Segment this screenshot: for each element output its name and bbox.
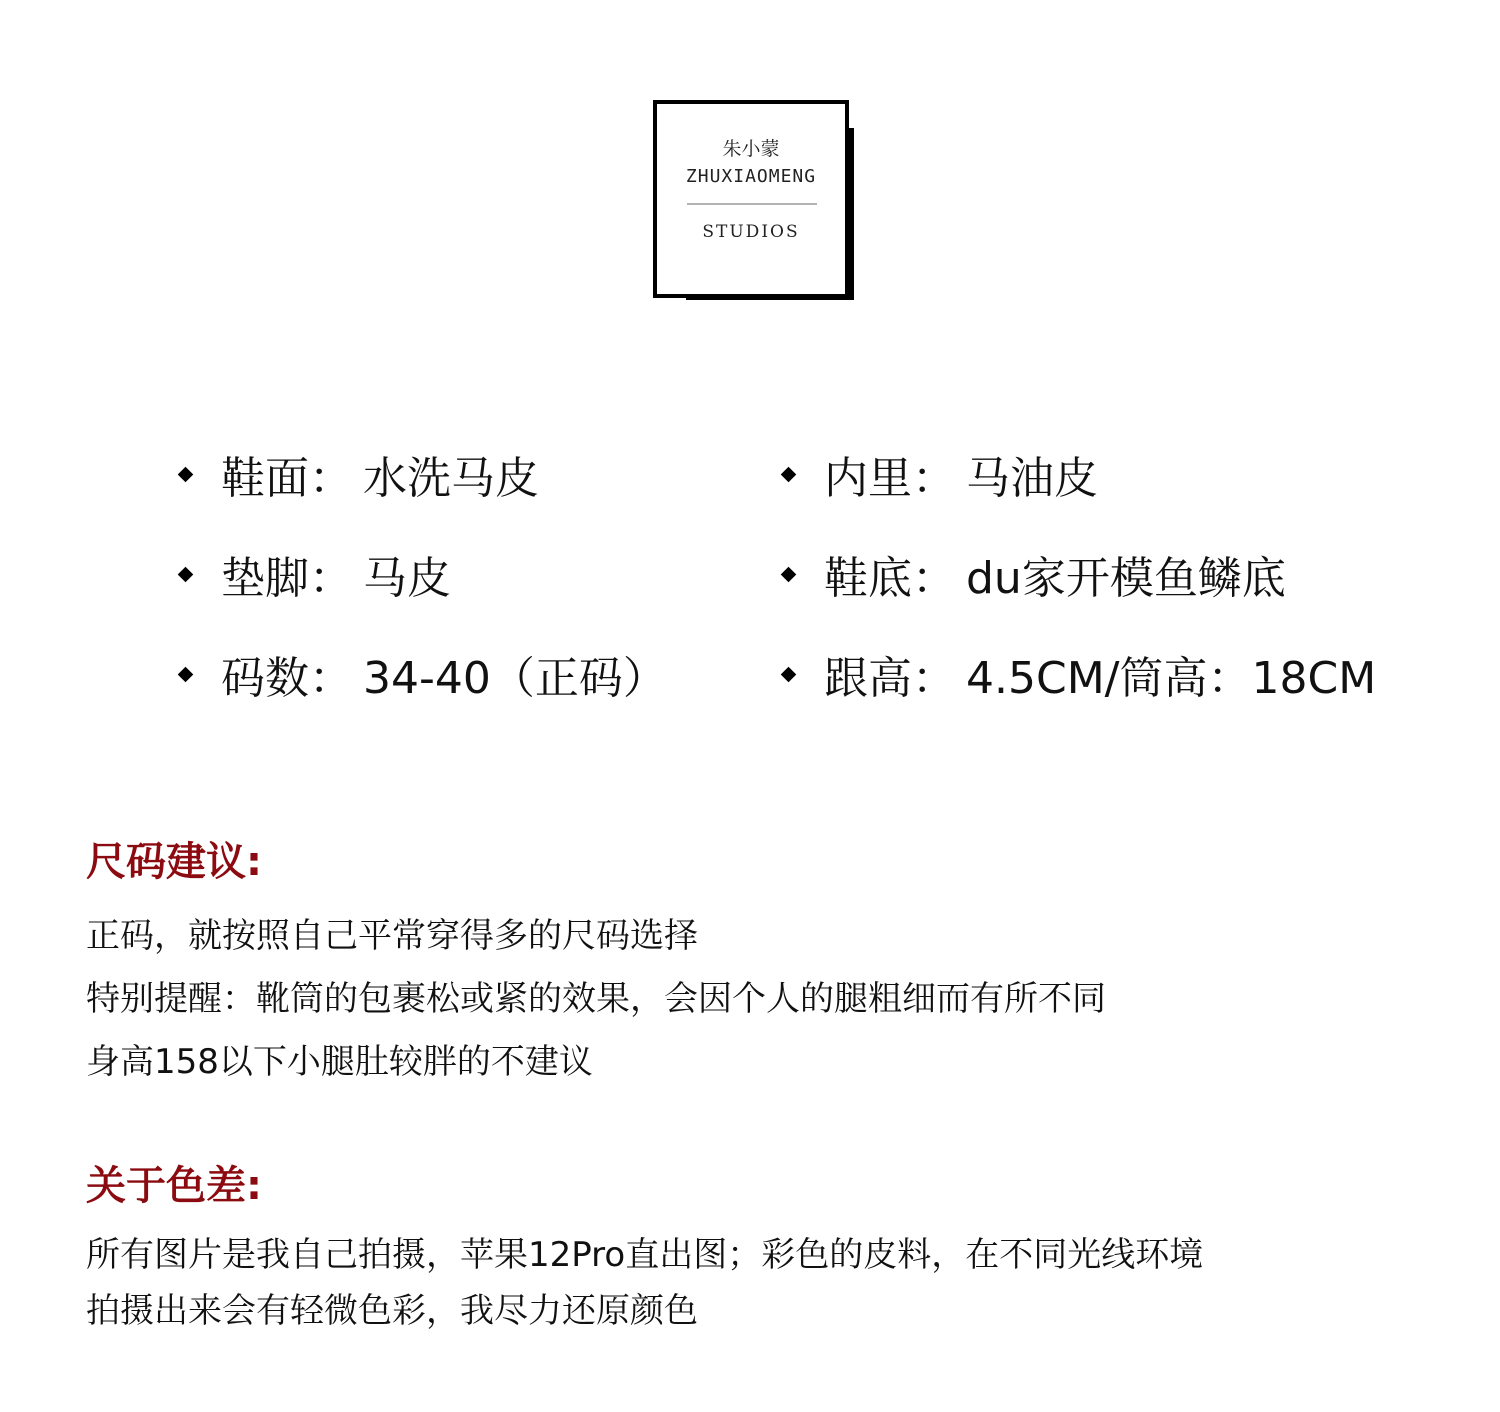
spec-label: 码数： <box>221 653 353 704</box>
diamond-bullet-icon <box>781 466 797 482</box>
spec-lining <box>783 444 1098 504</box>
spec-value: 马皮 <box>363 553 451 604</box>
logo-divider <box>687 203 817 205</box>
spec-label: 鞋面： <box>221 453 353 504</box>
spec-value: du家开模鱼鳞底 <box>966 553 1286 604</box>
brand-logo <box>653 100 849 298</box>
logo-name-cn: 朱小蒙 <box>722 138 780 160</box>
size-advice-line: 正码，就按照自己平常穿得多的尺码选择 <box>86 916 698 956</box>
spec-value: 4.5CM/筒高：18CM <box>966 653 1377 704</box>
diamond-bullet-icon <box>178 466 194 482</box>
spec-label: 跟高： <box>824 653 956 704</box>
spec-upper <box>180 444 539 504</box>
size-advice-title: 尺码建议: <box>86 839 262 885</box>
spec-label: 内里： <box>824 453 956 504</box>
diamond-bullet-icon <box>781 566 797 582</box>
color-note-line: 所有图片是我自己拍摄，苹果12Pro直出图；彩色的皮料，在不同光线环境 <box>86 1235 1204 1275</box>
spec-label: 鞋底： <box>824 553 956 604</box>
diamond-bullet-icon <box>178 666 194 682</box>
diamond-bullet-icon <box>781 666 797 682</box>
spec-sole <box>783 544 1286 604</box>
size-advice-line: 身高158以下小腿肚较胖的不建议 <box>86 1042 593 1082</box>
logo-studios: STUDIOS <box>702 222 800 242</box>
spec-heel-height <box>783 644 1376 704</box>
color-note-line: 拍摄出来会有轻微色彩，我尽力还原颜色 <box>86 1291 698 1331</box>
logo-name-en: ZHUXIAOMENG <box>685 166 817 187</box>
spec-size-range <box>180 644 667 704</box>
color-note-title: 关于色差: <box>86 1163 262 1209</box>
spec-value: 水洗马皮 <box>363 453 539 504</box>
diamond-bullet-icon <box>178 566 194 582</box>
size-advice-line: 特别提醒：靴筒的包裹松或紧的效果，会因个人的腿粗细而有所不同 <box>86 979 1106 1019</box>
spec-label: 垫脚： <box>221 553 353 604</box>
spec-value: 马油皮 <box>966 453 1098 504</box>
spec-value: 34-40（正码） <box>363 653 667 704</box>
spec-insole <box>180 544 451 604</box>
